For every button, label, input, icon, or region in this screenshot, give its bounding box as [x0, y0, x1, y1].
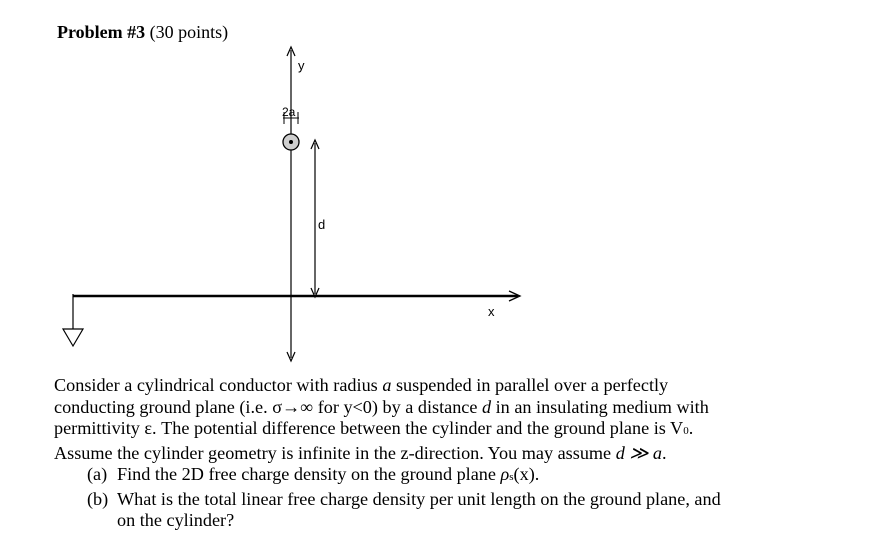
x-axis-label: x — [488, 304, 495, 319]
problem-number: Problem #3 — [57, 22, 146, 42]
cylinder-center-dot — [289, 140, 293, 144]
description-line-1: Consider a cylindrical conductor with radius a suspended in parallel over a perfectly — [54, 375, 669, 395]
question-b-continuation: on the cylinder? — [117, 510, 235, 530]
question-a: (a) Find the 2D free charge density on the ground plane ρs(x). — [87, 464, 540, 484]
description-line-3: permittivity ε. The potential difference between the cylinder and the ground plane is V0. — [54, 418, 694, 438]
d-label: d — [318, 217, 326, 232]
problem-description — [54, 375, 854, 532]
description-line-2: conducting ground plane (i.e. σ→∞ for y<0) by a distance d in an insulating medium with — [54, 396, 709, 417]
two-a-label: 2a — [282, 105, 296, 119]
problem-points: (30 points) — [145, 22, 229, 42]
y-axis-label: y — [298, 58, 305, 73]
question-b: (b) What is the total linear free charge density per unit length on the ground plane, and — [87, 488, 721, 509]
ground-icon — [63, 329, 83, 346]
description-line-4: Assume the cylinder geometry is infinite in the z-direction. You may assume d ≫ a. — [54, 442, 667, 463]
